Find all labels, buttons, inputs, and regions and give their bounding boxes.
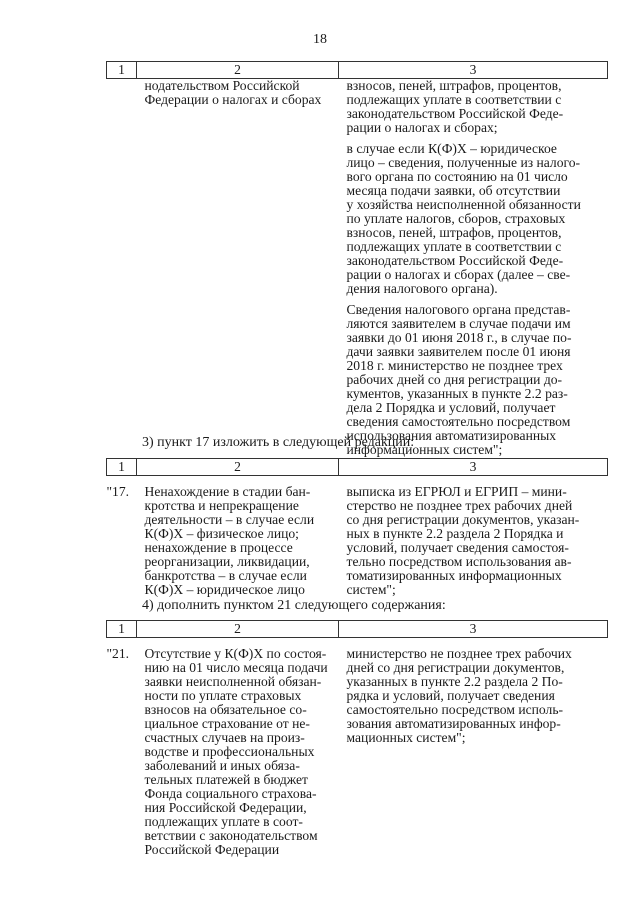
documents-cell bbox=[339, 79, 608, 465]
page-number: 18 bbox=[313, 32, 327, 47]
amendment-item-4: 4) дополнить пунктом 21 следующего содержания: bbox=[142, 598, 446, 613]
header-cell-1: 1 bbox=[107, 621, 137, 638]
criteria-text: Отсутствие у К(Ф)Х по состоя- нию на 01 число месяца подачи заявки неисполненной обязан- ности по уплате страховых взносов на обязательное со- циальное страхование от не- счастных случаев на произ- водстве и профессиональных заболеваний и иных обяза- тельных платежей в бюджет Фонда социального страхова- ния Российской Федерации, подлежащих уплате в соот- ветствии с законодательством Российской Федерации bbox=[144, 646, 328, 857]
row-number-cell bbox=[107, 638, 137, 858]
documents-text: выписка из ЕГРЮЛ и ЕГРИП – мини- стерство не позднее трех рабочих дней со дня регистрации документов, указан- ных в пункте 2.2 раздела 2 Порядка и условий, получает сведения самостоя- тельно посредством использования ав- томатизированных информационных систем"; bbox=[346, 484, 580, 597]
documents-paragraph: Сведения налогового органа представ- ляются заявителем в случае подачи им заявки до 01 июня 2018 г., в случае по- дачи заявки заявителем после 01 июня 2018 г. министерство не позднее трех рабочих дней со дня регистрации до- кументов, указанных в пункте 2.2 раз- дела 2 Порядка и условий, получает сведения самостоятельно посредством использования автоматизированных информационных систем"; bbox=[346, 302, 572, 457]
table-row bbox=[107, 79, 608, 465]
table-continuation bbox=[106, 61, 608, 464]
criteria-cell bbox=[137, 638, 339, 858]
table-row bbox=[107, 476, 608, 598]
row-number-cell bbox=[107, 476, 137, 598]
header-cell-2: 2 bbox=[137, 459, 339, 476]
documents-text: министерство не позднее трех рабочих дней со дня регистрации документов, указанных в пункте 2.2 раздела 2 По- рядка и условий, получает сведения самостоятельно посредством исполь- зования автоматизированных инфор- мационных систем"; bbox=[346, 646, 572, 745]
table-row bbox=[107, 638, 608, 858]
table-item-17 bbox=[106, 458, 608, 597]
row-number: "21. bbox=[106, 646, 130, 661]
documents-paragraph: взносов, пеней, штрафов, процентов, подлежащих уплате в соответствии с законодательством Российской Феде- рации о налогах и сборах; bbox=[346, 78, 564, 135]
documents-cell bbox=[339, 476, 608, 598]
amendment-item-3: 3) пункт 17 изложить в следующей редакции: bbox=[142, 435, 415, 450]
criteria-cell bbox=[137, 476, 339, 598]
header-cell-1: 1 bbox=[107, 62, 137, 79]
criteria-text: нодательством Российской Федерации о налогах и сборах bbox=[144, 78, 322, 107]
header-cell-2: 2 bbox=[137, 62, 339, 79]
criteria-text: Ненахождение в стадии бан- кротства и непрекращение деятельности – в случае если К(Ф)Х – физическое лицо; ненахождение в процессе реорганизации, ликвидации, банкротства – в случае если К(Ф)Х – юридическое лицо bbox=[144, 484, 315, 597]
table-header-row bbox=[107, 459, 608, 476]
table-header-row bbox=[107, 621, 608, 638]
row-number-cell bbox=[107, 79, 137, 465]
header-cell-3: 3 bbox=[339, 459, 608, 476]
documents-paragraph: в случае если К(Ф)Х – юридическое лицо – сведения, полученные из налого- вого органа по состоянию на 01 число месяца подачи заявки, об отсутствии у хозяйства неисполненной обязанности по уплате налогов, сборов, страховых взносов, пеней, штрафов, процентов, подлежащих уплате в соответствии с законодательством Российской Феде- рации о налогах и сборах (далее – све- дения налогового органа). bbox=[346, 141, 581, 296]
header-cell-1: 1 bbox=[107, 459, 137, 476]
documents-cell bbox=[339, 638, 608, 858]
table-header-row bbox=[107, 62, 608, 79]
table-item-21 bbox=[106, 620, 608, 857]
header-cell-3: 3 bbox=[339, 62, 608, 79]
row-number: "17. bbox=[106, 484, 130, 499]
header-cell-2: 2 bbox=[137, 621, 339, 638]
header-cell-3: 3 bbox=[339, 621, 608, 638]
criteria-cell bbox=[137, 79, 339, 465]
